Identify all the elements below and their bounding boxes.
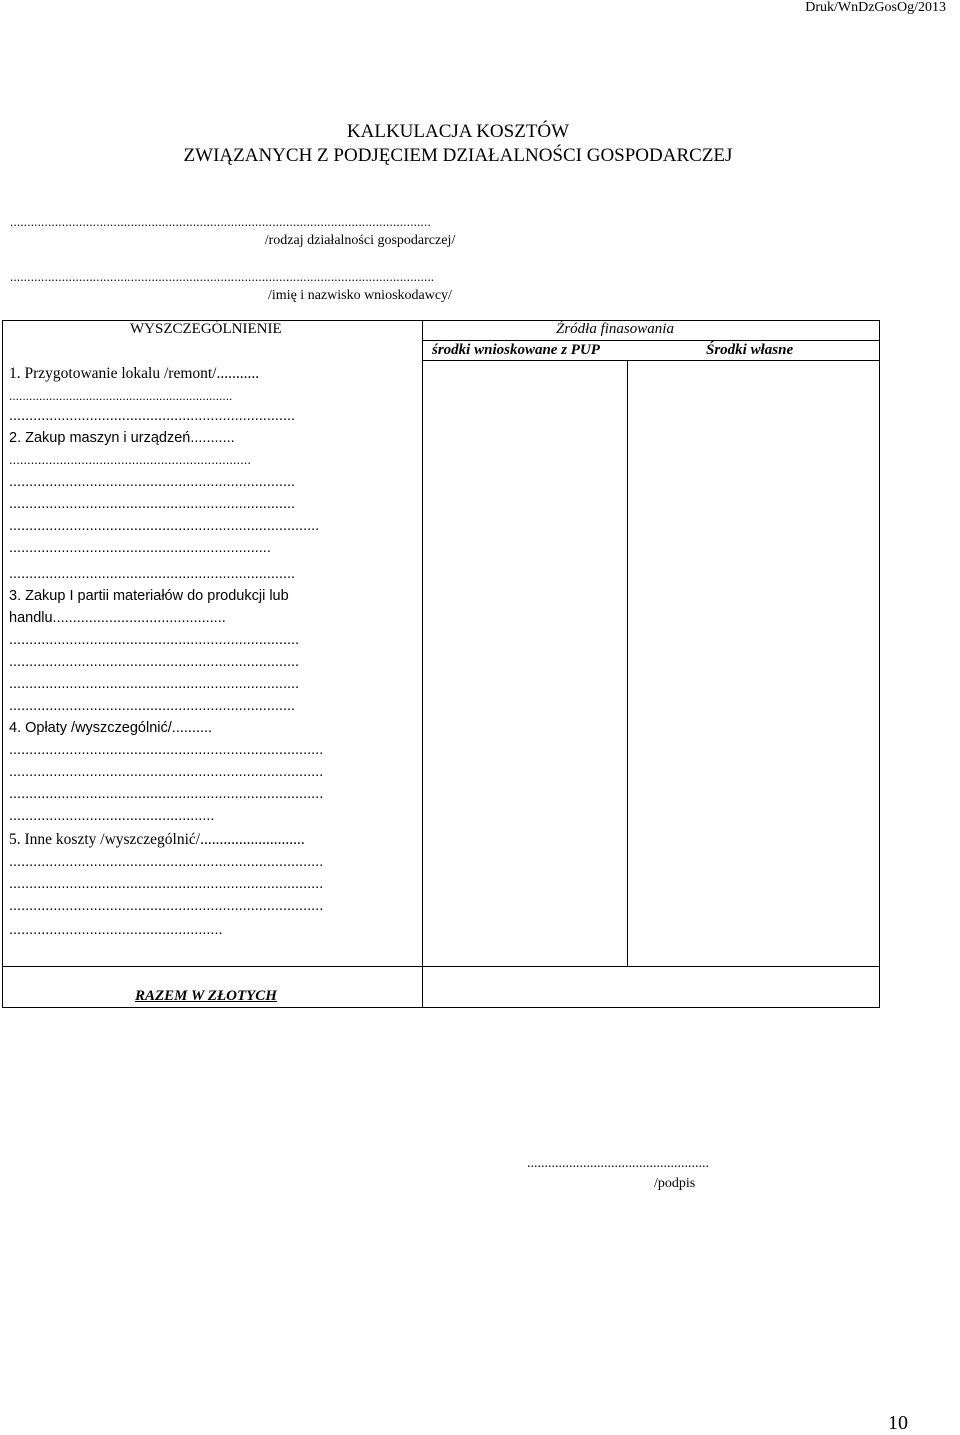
total-label: RAZEM W ZŁOTYCH — [135, 988, 277, 1004]
list-item: 3. Zakup I partii materiałów do produkcji lub — [9, 588, 289, 604]
list-item: 5. Inne koszty /wyszczególnić/........................... — [9, 831, 305, 848]
col-header-pup-funds: środki wnioskowane z PUP — [432, 342, 600, 358]
col-header-specification: WYSZCZEGÓLNIENIE — [130, 321, 282, 337]
list-item: ............................................................................. — [9, 518, 320, 534]
list-item: 4. Opłaty /wyszczególnić/.......... — [9, 720, 213, 736]
list-item: handlu........................................... — [9, 610, 226, 626]
applicant-name-caption: /imię i nazwisko wnioskodawcy/ — [268, 288, 452, 303]
list-item: ................................................................... — [9, 389, 233, 403]
applicant-name-field[interactable]: ........................................................................................................................... — [10, 269, 435, 284]
title-line-2: ZWIĄZANYCH Z PODJĘCIEM DZIAŁALNOŚCI GOSPODARCZEJ — [183, 145, 733, 166]
list-item: 1. Przygotowanie lokalu /remont/........... — [9, 365, 260, 382]
signature-field[interactable]: .................................................... — [527, 1156, 709, 1171]
list-item: ........................................................................ — [9, 676, 300, 692]
list-item: 2. Zakup maszyn i urządzeń........... — [9, 430, 235, 446]
list-item: .............................................................................. — [9, 742, 324, 758]
list-item: .............................................................................. — [9, 786, 324, 802]
list-item: ................................................................... — [9, 452, 251, 467]
table-divider-sources — [627, 361, 628, 967]
list-item: ....................................................................... — [9, 408, 296, 424]
table-divider-total — [2, 966, 880, 967]
list-item: ....................................................................... — [9, 698, 296, 714]
list-item: .............................................................................. — [9, 764, 324, 780]
list-item: ....................................................................... — [9, 474, 296, 490]
list-item: ................................................................. — [9, 540, 271, 556]
list-item: ........................................................................ — [9, 632, 300, 648]
list-item: ................................................... — [9, 808, 215, 824]
col-header-funding-sources: Źródła finasowania — [556, 321, 674, 337]
activity-type-caption: /rodzaj działalności gospodarczej/ — [264, 233, 456, 248]
table-divider-spec — [422, 320, 423, 1008]
activity-type-field[interactable]: .......................................................................................................................... — [10, 214, 431, 229]
page-number: 10 — [888, 1412, 908, 1434]
signature-caption: /podpis — [654, 1176, 696, 1191]
list-item: .............................................................................. — [9, 876, 324, 892]
list-item: .............................................................................. — [9, 898, 324, 914]
list-item: ....................................................................... — [9, 566, 296, 582]
list-item: .............................................................................. — [9, 854, 324, 870]
col-header-own-funds: Środki własne — [706, 342, 794, 358]
list-item: ........................................................................ — [9, 654, 300, 670]
title-line-1: KALKULACJA KOSZTÓW — [346, 121, 570, 142]
list-item: ..................................................... — [9, 922, 223, 938]
table-divider-subheader — [422, 360, 880, 361]
document-code: Druk/WnDzGosOg/2013 — [805, 0, 946, 15]
list-item: ....................................................................... — [9, 496, 296, 512]
